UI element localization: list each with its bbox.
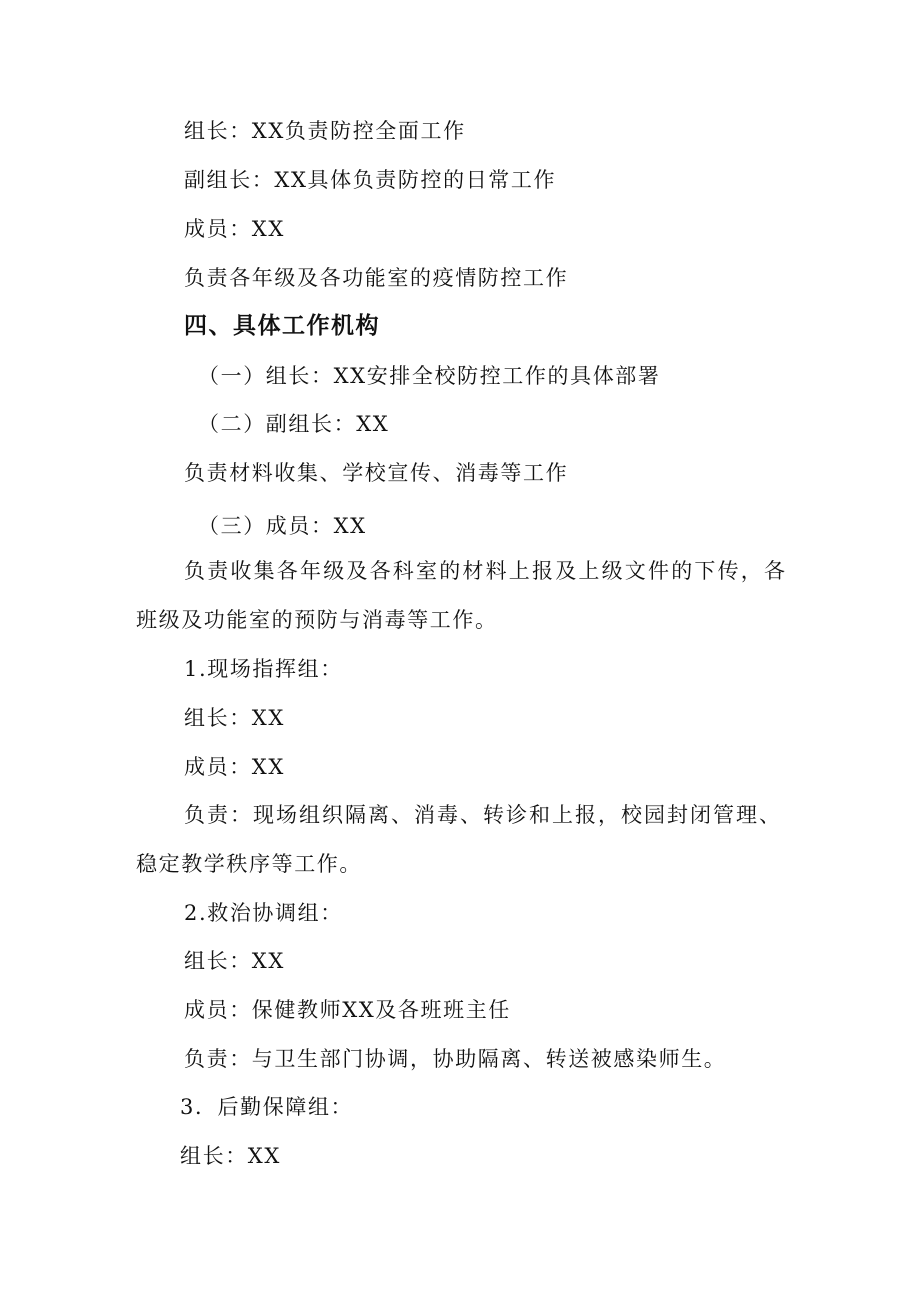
members-duty-line: 负责各年级及各功能室的疫情防控工作 bbox=[184, 266, 569, 290]
deputy-leader-line: 副组长：XX具体负责防控的日常工作 bbox=[184, 168, 557, 192]
group-2-leader: 组长：XX bbox=[184, 949, 285, 973]
group-2-duty: 负责：与卫生部门协调，协助隔离、转送被感染师生。 bbox=[184, 1047, 727, 1071]
group-1-duty-line-2: 稳定教学秩序等工作。 bbox=[136, 852, 362, 876]
group-3-title: 3．后勤保障组： bbox=[180, 1095, 354, 1119]
subsection-members: （三）成员：XX bbox=[198, 514, 367, 538]
subsection-leader: （一）组长：XX安排全校防控工作的具体部署 bbox=[198, 364, 661, 388]
group-1-title: 1.现场指挥组： bbox=[184, 657, 343, 681]
members-duty-paragraph-line-2: 班级及功能室的预防与消毒等工作。 bbox=[136, 608, 498, 632]
group-1-leader: 组长：XX bbox=[184, 706, 285, 730]
group-2-title: 2.救治协调组： bbox=[184, 901, 343, 925]
group-1-members: 成员：XX bbox=[184, 755, 285, 779]
members-duty-paragraph-line-1: 负责收集各年级及各科室的材料上报及上级文件的下传，各 bbox=[184, 559, 788, 583]
subsection-deputy-leader: （二）副组长：XX bbox=[198, 412, 390, 436]
group-3-leader: 组长：XX bbox=[180, 1144, 281, 1168]
group-2-members: 成员：保健教师XX及各班班主任 bbox=[184, 998, 511, 1022]
section-heading: 四、具体工作机构 bbox=[184, 313, 380, 339]
group-1-duty-line-1: 负责：现场组织隔离、消毒、转诊和上报，校园封闭管理、 bbox=[184, 803, 782, 827]
deputy-duty-line: 负责材料收集、学校宣传、消毒等工作 bbox=[184, 461, 569, 485]
leader-line: 组长：XX负责防控全面工作 bbox=[184, 119, 466, 143]
members-line: 成员：XX bbox=[184, 217, 285, 241]
